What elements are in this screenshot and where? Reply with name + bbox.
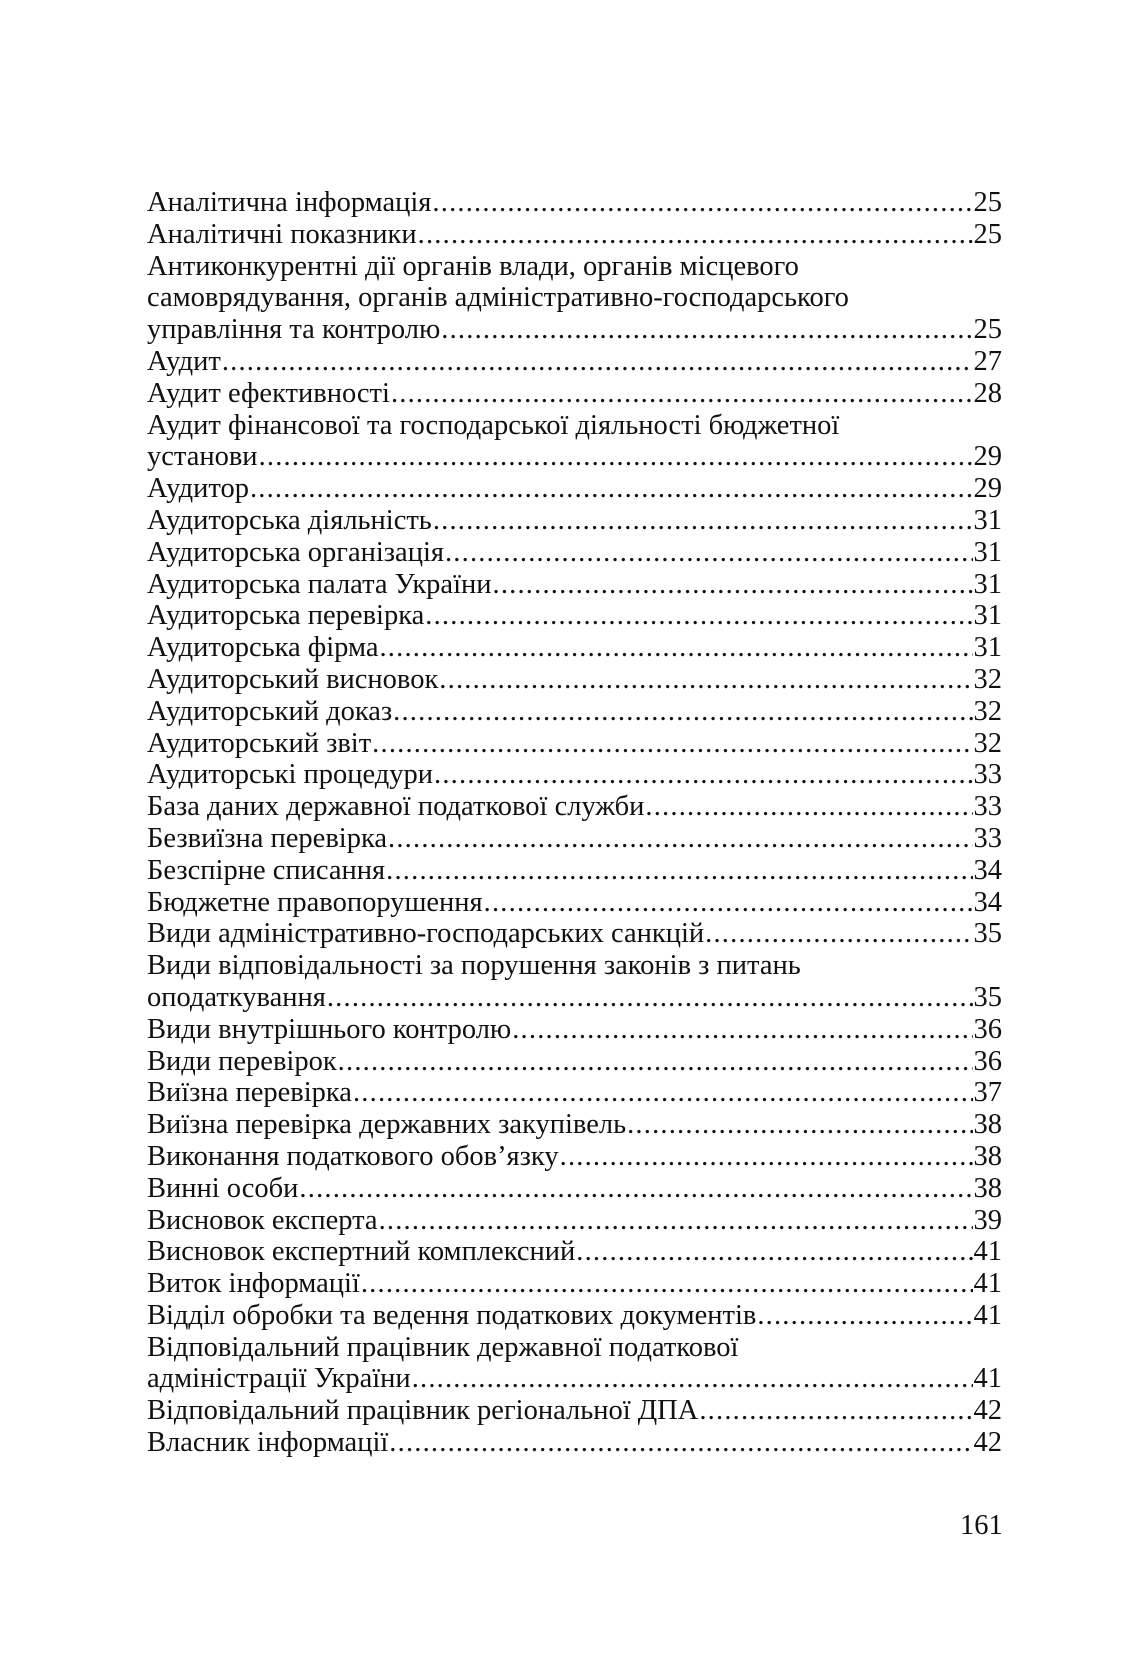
dot-leader bbox=[391, 378, 973, 410]
toc-entry-page: 35 bbox=[973, 981, 1002, 1013]
dot-leader bbox=[379, 1205, 973, 1237]
dot-leader bbox=[445, 537, 973, 569]
toc-entry bbox=[147, 1205, 1002, 1237]
dot-leader bbox=[432, 187, 972, 219]
toc-entry-page: 41 bbox=[973, 1236, 1002, 1268]
toc-entry bbox=[147, 728, 1002, 760]
toc-entry-last-line bbox=[147, 1427, 1002, 1459]
toc-entry-page: 31 bbox=[973, 632, 1002, 664]
dot-leader bbox=[222, 346, 973, 378]
toc-entry-last-line bbox=[147, 1046, 1002, 1078]
toc-entry-title: Безспірне списання bbox=[147, 854, 386, 886]
toc-entry bbox=[147, 1109, 1002, 1141]
dot-leader bbox=[353, 1077, 973, 1109]
toc-entry-last-line bbox=[147, 569, 1002, 601]
dot-leader bbox=[433, 505, 973, 537]
dot-leader bbox=[379, 632, 972, 664]
toc-entry bbox=[147, 1300, 1002, 1332]
dot-leader bbox=[757, 1300, 972, 1332]
toc-entry-page: 41 bbox=[973, 1363, 1002, 1395]
toc-entry-title: Аудит bbox=[147, 345, 221, 377]
dot-leader bbox=[389, 1427, 972, 1459]
dot-leader bbox=[645, 791, 972, 823]
dot-leader bbox=[412, 1363, 973, 1395]
toc-entry-page: 32 bbox=[973, 695, 1002, 727]
toc-entry bbox=[147, 1395, 1002, 1427]
toc-entry-page: 25 bbox=[973, 187, 1002, 218]
dot-leader bbox=[259, 441, 973, 473]
toc-entry-last-line bbox=[147, 855, 1002, 887]
dot-leader bbox=[434, 759, 972, 791]
toc-entry-page: 25 bbox=[973, 314, 1002, 346]
toc-entry-last-line bbox=[147, 1077, 1002, 1109]
toc-entry-page: 31 bbox=[973, 504, 1002, 536]
toc-entry-line: Антиконкурентні дії органів влади, органів місцевого bbox=[147, 250, 799, 282]
toc-entry-title: Висновок експерта bbox=[147, 1204, 378, 1236]
toc-entry-page: 39 bbox=[973, 1204, 1002, 1236]
toc-entry-page: 38 bbox=[973, 1109, 1002, 1141]
toc-entry-page: 31 bbox=[973, 536, 1002, 568]
dot-leader bbox=[250, 473, 973, 505]
toc-entry bbox=[147, 219, 1002, 251]
toc-entry bbox=[147, 1046, 1002, 1078]
toc-entry bbox=[147, 1173, 1002, 1205]
dot-leader bbox=[576, 1236, 972, 1268]
toc-entry-title: Аудитор bbox=[147, 473, 249, 505]
toc-entry-page: 31 bbox=[973, 600, 1002, 632]
table-of-contents bbox=[147, 187, 1002, 1459]
toc-entry bbox=[147, 664, 1002, 696]
toc-entry-title: Аудиторська організація bbox=[147, 536, 444, 568]
dot-leader bbox=[699, 1395, 972, 1427]
toc-entry-last-line bbox=[147, 1173, 1002, 1205]
toc-entry-last-line bbox=[147, 823, 1002, 855]
dot-leader bbox=[484, 887, 973, 919]
toc-entry-page: 33 bbox=[973, 822, 1002, 854]
toc-entry bbox=[147, 600, 1002, 632]
toc-entry-title: Безвиїзна перевірка bbox=[147, 822, 388, 854]
dot-leader bbox=[441, 314, 972, 346]
toc-entry-page: 32 bbox=[973, 727, 1002, 759]
toc-entry-last-line bbox=[147, 1236, 1002, 1268]
toc-entry-last-line bbox=[147, 982, 1002, 1014]
dot-leader bbox=[418, 219, 973, 251]
dot-leader bbox=[388, 823, 972, 855]
toc-entry-page: 31 bbox=[973, 568, 1002, 600]
toc-entry bbox=[147, 473, 1002, 505]
toc-entry-last-line bbox=[147, 728, 1002, 760]
toc-entry bbox=[147, 855, 1002, 887]
toc-entry bbox=[147, 887, 1002, 919]
toc-entry-title: Відповідальний працівник регіональної ДПА bbox=[147, 1395, 699, 1427]
toc-entry bbox=[147, 950, 1002, 1014]
toc-entry bbox=[147, 791, 1002, 823]
dot-leader bbox=[627, 1109, 972, 1141]
toc-entry-title: Власник інформації bbox=[147, 1427, 389, 1459]
toc-entry bbox=[147, 378, 1002, 410]
dot-leader bbox=[425, 600, 972, 632]
dot-leader bbox=[386, 855, 972, 887]
toc-entry-page: 38 bbox=[973, 1172, 1002, 1204]
toc-entry bbox=[147, 1014, 1002, 1046]
toc-entry-page: 36 bbox=[973, 1045, 1002, 1077]
toc-entry-title: Аудиторська перевірка bbox=[147, 600, 425, 632]
toc-entry-last-line bbox=[147, 918, 1002, 950]
toc-entry-line: Відповідальний працівник державної податкової bbox=[147, 1331, 739, 1363]
toc-entry-page: 35 bbox=[973, 918, 1002, 950]
toc-entry-last-line bbox=[147, 887, 1002, 919]
toc-entry-last-line bbox=[147, 441, 1002, 473]
toc-entry-last-line bbox=[147, 1395, 1002, 1427]
toc-entry-page: 41 bbox=[973, 1268, 1002, 1300]
toc-entry-last-line bbox=[147, 1268, 1002, 1300]
toc-entry-page: 38 bbox=[973, 1140, 1002, 1172]
toc-entry-title: Бюджетне правопорушення bbox=[147, 886, 483, 918]
dot-leader bbox=[512, 1014, 972, 1046]
dot-leader bbox=[439, 664, 972, 696]
dot-leader bbox=[327, 982, 973, 1014]
toc-entry bbox=[147, 1077, 1002, 1109]
toc-entry bbox=[147, 1427, 1002, 1459]
dot-leader bbox=[493, 569, 973, 601]
toc-entry-last-line bbox=[147, 219, 1002, 251]
toc-entry-page: 28 bbox=[973, 377, 1002, 409]
toc-entry-title: оподаткування bbox=[147, 981, 326, 1013]
toc-entry-page: 27 bbox=[973, 345, 1002, 377]
toc-entry-page: 29 bbox=[973, 441, 1002, 473]
toc-entry-last-line bbox=[147, 378, 1002, 410]
toc-entry-title: управління та контролю bbox=[147, 314, 441, 346]
toc-entry-last-line bbox=[147, 1300, 1002, 1332]
toc-entry-line: самоврядування, органів адміністративно-господарського bbox=[147, 282, 849, 314]
toc-entry bbox=[147, 823, 1002, 855]
toc-entry-line: Види відповідальності за порушення законів з питань bbox=[147, 950, 801, 982]
toc-entry bbox=[147, 187, 1002, 219]
toc-entry-last-line bbox=[147, 346, 1002, 378]
toc-entry-last-line bbox=[147, 759, 1002, 791]
toc-entry-last-line bbox=[147, 791, 1002, 823]
toc-entry bbox=[147, 505, 1002, 537]
toc-entry-last-line bbox=[147, 696, 1002, 728]
toc-entry bbox=[147, 410, 1002, 474]
toc-entry bbox=[147, 1141, 1002, 1173]
toc-entry-last-line bbox=[147, 1205, 1002, 1237]
toc-entry-last-line bbox=[147, 1014, 1002, 1046]
dot-leader bbox=[361, 1268, 973, 1300]
toc-entry-line: Аудит фінансової та господарської діяльності бюджетної bbox=[147, 409, 840, 441]
toc-entry bbox=[147, 569, 1002, 601]
toc-entry-title: установи bbox=[147, 441, 258, 473]
toc-entry-last-line bbox=[147, 1141, 1002, 1173]
toc-entry-last-line bbox=[147, 632, 1002, 664]
dot-leader bbox=[705, 918, 972, 950]
toc-entry-page: 37 bbox=[973, 1077, 1002, 1109]
toc-entry-title: Виїзна перевірка державних закупівель bbox=[147, 1109, 627, 1141]
dot-leader bbox=[338, 1046, 973, 1078]
toc-entry-page: 34 bbox=[973, 886, 1002, 918]
toc-entry-last-line bbox=[147, 187, 1002, 219]
toc-entry-last-line bbox=[147, 537, 1002, 569]
toc-entry-title: Аудиторська палата України bbox=[147, 568, 492, 600]
toc-entry bbox=[147, 537, 1002, 569]
toc-entry-last-line bbox=[147, 473, 1002, 505]
toc-entry-title: Висновок експертний комплексний bbox=[147, 1236, 576, 1268]
toc-entry-title: Аудиторська фірма bbox=[147, 632, 379, 664]
toc-entry-last-line bbox=[147, 505, 1002, 537]
toc-entry-title: Види внутрішнього контролю bbox=[147, 1013, 512, 1045]
toc-entry-page: 34 bbox=[973, 854, 1002, 886]
toc-entry bbox=[147, 759, 1002, 791]
toc-entry-title: База даних державної податкової служби bbox=[147, 791, 645, 823]
toc-entry-title: Винні особи bbox=[147, 1172, 299, 1204]
toc-entry-title: Виток інформації bbox=[147, 1268, 360, 1300]
toc-entry-title: Аналітична інформація bbox=[147, 187, 432, 218]
toc-entry-title: Види перевірок bbox=[147, 1045, 337, 1077]
toc-entry-page: 36 bbox=[973, 1013, 1002, 1045]
page-number: 161 bbox=[960, 1510, 1003, 1541]
toc-entry-page: 29 bbox=[973, 473, 1002, 505]
toc-entry bbox=[147, 346, 1002, 378]
toc-entry-title: адміністрації України bbox=[147, 1363, 411, 1395]
toc-entry-last-line bbox=[147, 314, 1002, 346]
toc-entry-title: Відділ обробки та ведення податкових документів bbox=[147, 1299, 757, 1331]
toc-entry-title: Аудиторський звіт bbox=[147, 727, 372, 759]
toc-entry bbox=[147, 1236, 1002, 1268]
toc-entry-title: Аудиторський доказ bbox=[147, 695, 393, 727]
toc-entry-last-line bbox=[147, 1109, 1002, 1141]
toc-entry-title: Виїзна перевірка bbox=[147, 1077, 352, 1109]
toc-entry-title: Види адміністративно-господарських санкцій bbox=[147, 918, 705, 950]
toc-entry-title: Аудиторські процедури bbox=[147, 759, 434, 791]
toc-entry-page: 42 bbox=[973, 1395, 1002, 1427]
toc-entry bbox=[147, 696, 1002, 728]
toc-entry-page: 33 bbox=[973, 759, 1002, 791]
dot-leader bbox=[299, 1173, 972, 1205]
toc-entry-title: Аудиторський висновок bbox=[147, 663, 439, 695]
toc-entry-last-line bbox=[147, 1363, 1002, 1395]
toc-entry bbox=[147, 1332, 1002, 1396]
dot-leader bbox=[393, 696, 972, 728]
toc-entry bbox=[147, 251, 1002, 346]
dot-leader bbox=[560, 1141, 973, 1173]
toc-entry-page: 41 bbox=[973, 1299, 1002, 1331]
toc-entry-last-line bbox=[147, 664, 1002, 696]
toc-entry bbox=[147, 632, 1002, 664]
toc-entry bbox=[147, 1268, 1002, 1300]
toc-entry-title: Виконання податкового обов’язку bbox=[147, 1140, 559, 1172]
toc-entry-title: Аналітичні показники bbox=[147, 218, 417, 250]
toc-entry-last-line bbox=[147, 600, 1002, 632]
dot-leader bbox=[372, 728, 972, 760]
toc-entry bbox=[147, 918, 1002, 950]
toc-entry-page: 25 bbox=[973, 218, 1002, 250]
toc-entry-page: 32 bbox=[973, 663, 1002, 695]
toc-entry-title: Аудиторська діяльність bbox=[147, 504, 432, 536]
toc-entry-page: 33 bbox=[973, 791, 1002, 823]
toc-entry-title: Аудит ефективності bbox=[147, 377, 390, 409]
toc-entry-page: 42 bbox=[973, 1427, 1002, 1459]
